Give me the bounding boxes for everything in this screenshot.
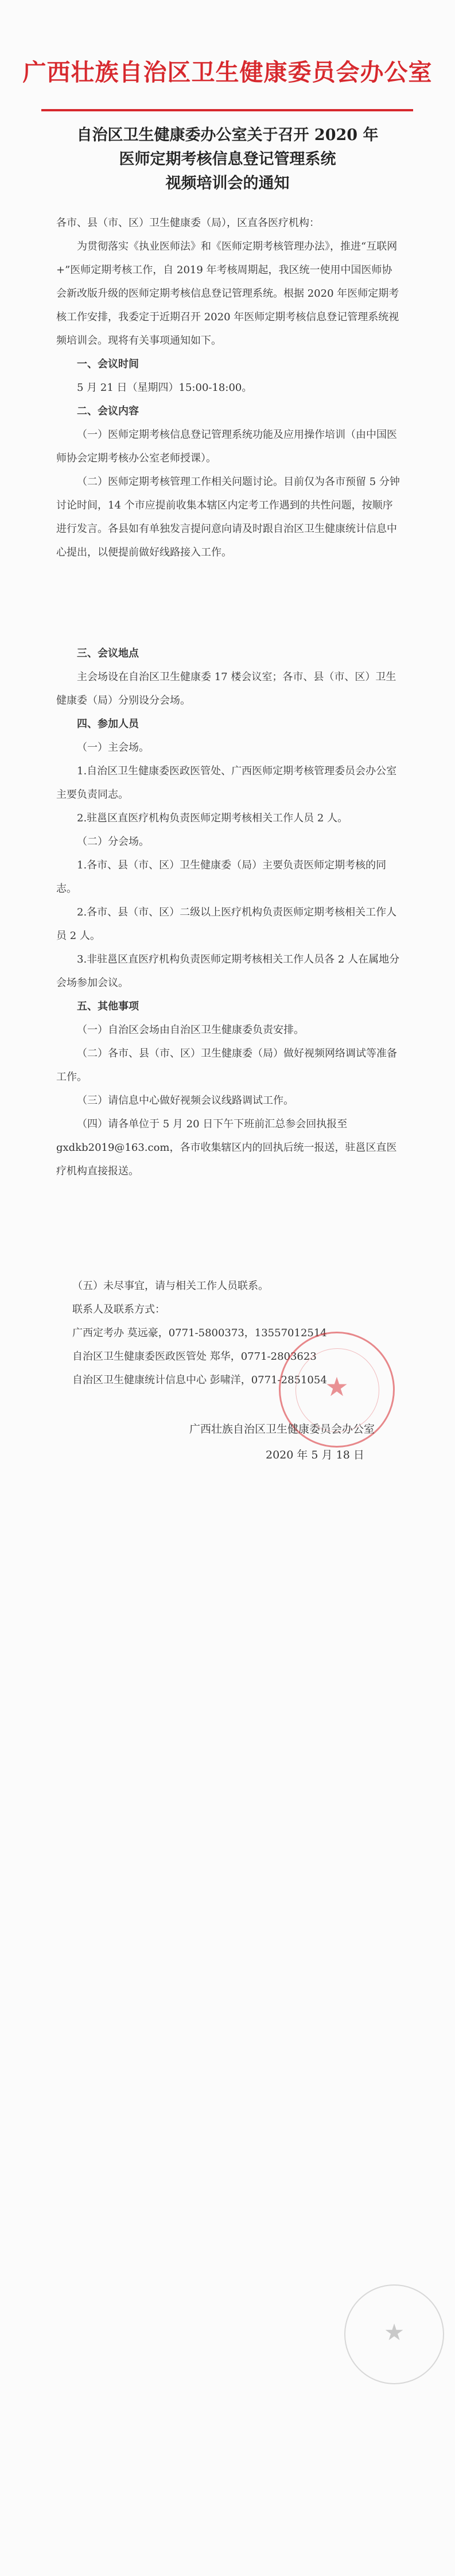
sub-venue-heading: （二）分会场。: [77, 836, 149, 848]
notice-title-line-1: 自治区卫生健康委办公室关于召开 2020 年: [76, 126, 379, 144]
other-item-3: （三）请信息中心做好视频会议线路调试工作。: [77, 1095, 294, 1107]
notice-title-line-2: 医师定期考核信息登记管理系统: [119, 150, 336, 168]
header-red-rule: [41, 109, 413, 111]
main-venue-item-2: 2.驻邕区直医疗机构负责医师定期考核相关工作人员 2 人。: [77, 812, 348, 824]
section-4-heading: 四、参加人员: [77, 718, 139, 730]
content-item-1: （一）医师定期考核信息登记管理系统功能及应用操作培训（由中国医师协会定期考核办公室老师授课）。: [56, 429, 397, 464]
contact-3: 自治区卫生健康统计信息中心 彭啸洋，0771-2851054: [72, 1374, 327, 1386]
other-item-2: （二）各市、县（市、区）卫生健康委（局）做好视频网络调试等准备工作。: [56, 1048, 397, 1083]
salutation: 各市、县（市、区）卫生健康委（局），区直各医疗机构：: [56, 217, 320, 229]
signature-org: 广西壮族自治区卫生健康委员会办公室: [189, 1423, 375, 1436]
section-5-heading: 五、其他事项: [77, 1000, 139, 1012]
meeting-time: 5 月 21 日（星期四）15:00-18:00。: [77, 382, 252, 394]
notice-title-line-3: 视频培训会的通知: [165, 174, 290, 192]
intro-paragraph: 为贯彻落实《执业医师法》和《医师定期考核管理办法》，推进“互联网+”医师定期考核工作，自 2019 年考核周期起，我区统一使用中国医师协会新改版升级的医师定期考核信息登记管理系统。根据 2020 年医师定期考核工作安排，我委定于近期召开 2020 年医师定期考核信息登记管理系统视频培训会。现将有关事项通知如下。: [56, 240, 399, 347]
org-header-title: 广西壮族自治区卫生健康委员会办公室: [22, 59, 433, 86]
seal-star-icon: ★: [325, 1371, 349, 1402]
other-item-4: （四）请各单位于 5 月 20 日下午下班前汇总参会回执报至 gxdkb2019@163.com，各市收集辖区内的回执后统一报送，驻邕区直医疗机构直接报送。: [56, 1118, 397, 1177]
contacts-heading: 联系人及联系方式：: [72, 1303, 165, 1316]
other-item-1: （一）自治区会场由自治区卫生健康委负责安排。: [77, 1024, 304, 1036]
section-3-heading: 三、会议地点: [77, 647, 139, 659]
sub-venue-item-1: 1.各市、县（市、区）卫生健康委（局）主要负责医师定期考核的同志。: [56, 859, 387, 895]
main-venue-item-1: 1.自治区卫生健康委医政医管处、广西医师定期考核管理委员会办公室主要负责同志。: [56, 765, 397, 801]
faded-seal-mark: [344, 2284, 444, 2384]
other-item-5: （五）未尽事宜，请与相关工作人员联系。: [72, 1280, 269, 1292]
section-2-heading: 二、会议内容: [77, 405, 139, 417]
sub-venue-item-2: 2.各市、县（市、区）二级以上医疗机构负责医师定期考核相关工作人员 2 人。: [56, 906, 397, 942]
section-1-heading: 一、会议时间: [77, 358, 139, 370]
main-venue-heading: （一）主会场。: [77, 742, 149, 754]
notice-body-part-2: [56, 642, 400, 1183]
contact-2: 自治区卫生健康委医政医管处 郑华，0771-2803623: [72, 1351, 317, 1363]
contact-1: 广西定考办 莫远豪，0771-5800373，13557012514: [72, 1327, 327, 1339]
sub-venue-item-3: 3.非驻邕区直医疗机构负责医师定期考核相关工作人员各 2 人在属地分会场参加会议。: [56, 953, 400, 989]
signature-date: 2020 年 5 月 18 日: [266, 1449, 364, 1461]
content-item-2: （二）医师定期考核管理工作相关问题讨论。目前仅为各市预留 5 分钟讨论时间，14 个市应提前收集本辖区内定考工作遇到的共性问题，按顺序进行发言。各县如有单独发言提问意向请及时跟自治区卫生健康统计信息中心提出，以便提前做好线路接入工作。: [56, 476, 400, 558]
meeting-location: 主会场设在自治区卫生健康委 17 楼会议室；各市、县（市、区）卫生健康委（局）分别设分会场。: [56, 671, 396, 707]
faded-seal-star-icon: ★: [384, 2319, 405, 2346]
notice-body-part-1: [56, 211, 400, 564]
